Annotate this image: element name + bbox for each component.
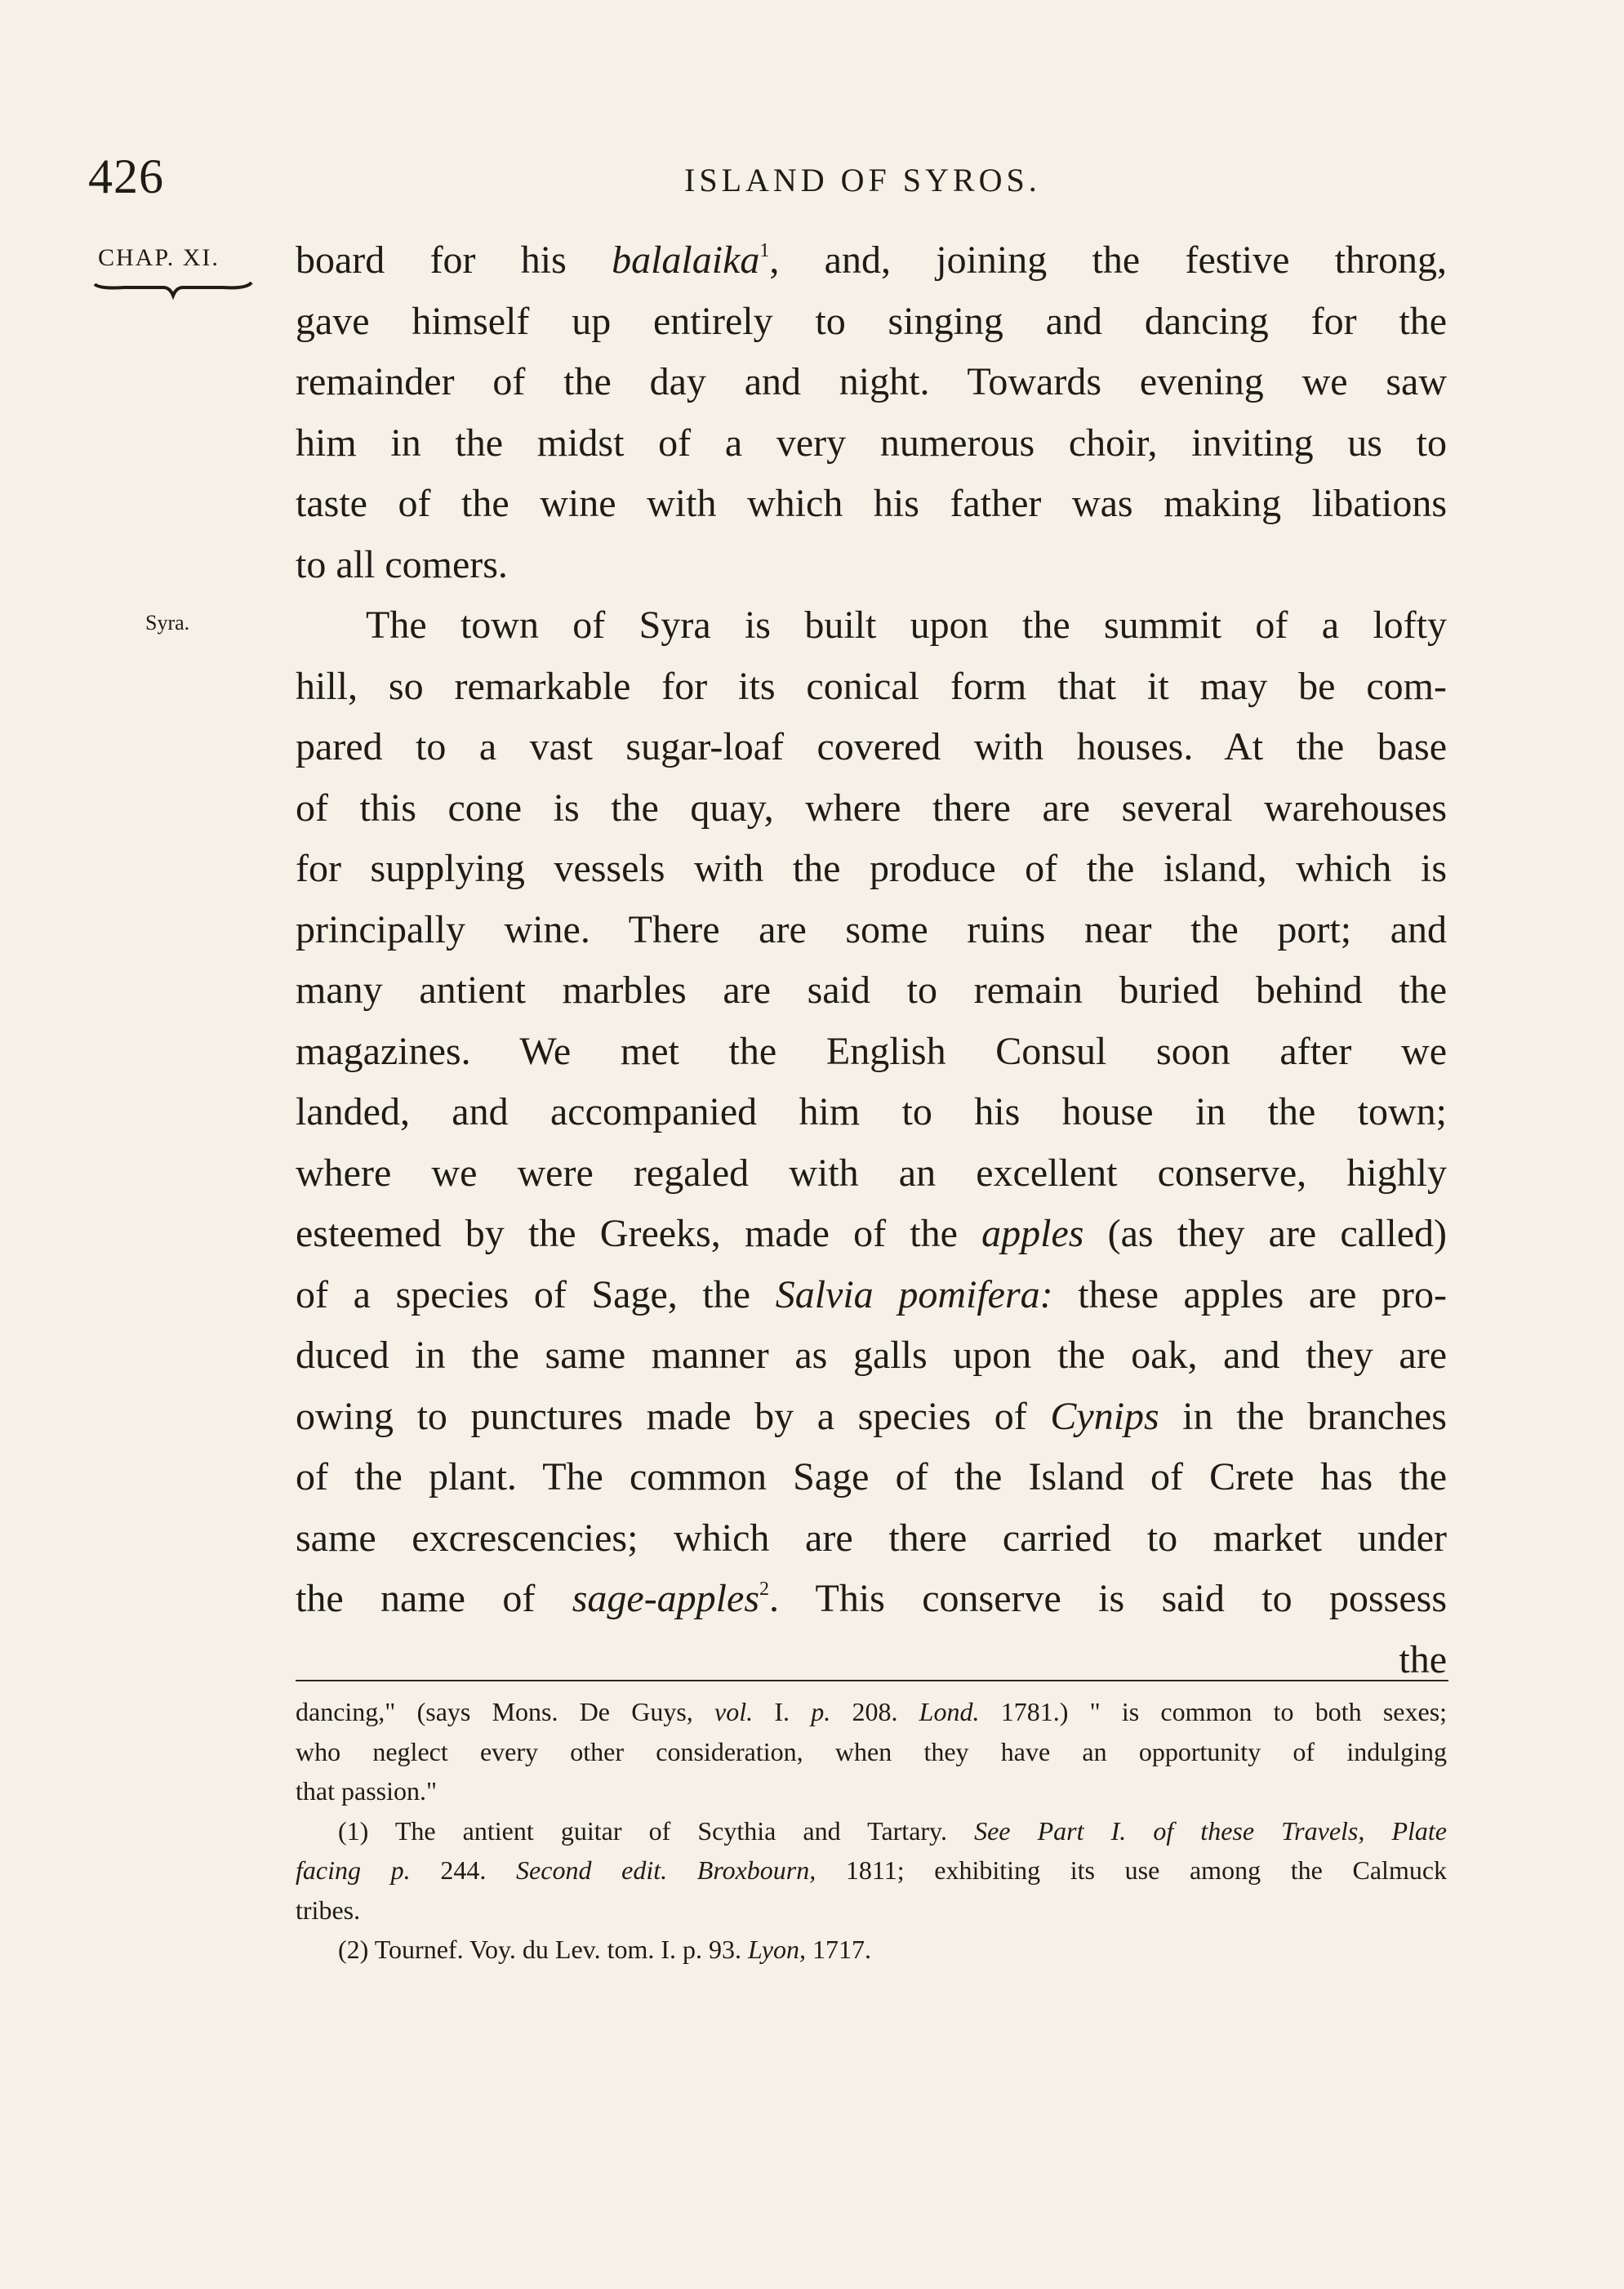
text-run: tribes. xyxy=(296,1895,361,1925)
text-run: pared to a vast sugar-loaf covered with houses. At the base xyxy=(296,725,1447,768)
footnote-marker: 1 xyxy=(759,240,770,261)
text-run: to all comers. xyxy=(296,542,508,586)
text-run: (1) The antient guitar of Scythia and Tartary. xyxy=(338,1815,975,1846)
text-line xyxy=(296,1387,1447,1448)
text-line xyxy=(296,1143,1447,1205)
footnote-line xyxy=(296,1811,1447,1851)
footnote-rule xyxy=(296,1680,1448,1681)
text-run: gave himself up entirely to singing and dancing for the xyxy=(296,299,1447,343)
italic-text: vol. xyxy=(714,1697,754,1726)
italic-text: sage-apples xyxy=(572,1577,759,1620)
text-run: of the plant. The common Sage of the Island of Crete has the xyxy=(296,1455,1447,1499)
footnote-line xyxy=(296,1692,1447,1732)
italic-text: Lyon, xyxy=(748,1935,807,1964)
text-run: I. xyxy=(753,1697,812,1726)
text-run: him in the midst of a very numerous choir, inviting us to xyxy=(296,421,1447,465)
text-run: 1781.) " is common to both sexes; xyxy=(979,1697,1448,1726)
italic-text: p. xyxy=(811,1697,831,1726)
chapter-brace-ornament xyxy=(91,278,255,302)
text-run: the name of xyxy=(296,1577,572,1620)
text-run: of a species of Sage, the xyxy=(296,1272,776,1316)
footnote-line xyxy=(296,1890,1447,1931)
text-run: that passion." xyxy=(296,1776,438,1806)
text-line xyxy=(296,839,1447,900)
text-line xyxy=(296,778,1447,839)
footnote-line xyxy=(296,1732,1447,1772)
text-run: remainder of the day and night. Towards evening we saw xyxy=(296,360,1447,403)
text-run: who neglect every other consideration, when they have an opportunity of indulging xyxy=(296,1736,1447,1766)
text-line xyxy=(296,413,1447,474)
text-line xyxy=(296,1082,1447,1143)
text-run: magazines. We met the English Consul soon after we xyxy=(296,1029,1447,1073)
text-run: duced in the same manner as galls upon the oak, and they are xyxy=(296,1334,1447,1377)
italic-text: apples xyxy=(981,1212,1084,1255)
text-run: hill, so remarkable for its conical form that it may be com- xyxy=(296,664,1447,708)
text-run: board for his xyxy=(296,238,612,282)
text-run: (as they are called) xyxy=(1083,1212,1448,1255)
text-line xyxy=(296,535,1447,596)
text-line xyxy=(296,1204,1447,1265)
text-run: esteemed by the Greeks, made of the xyxy=(296,1212,982,1255)
italic-text: Cynips xyxy=(1050,1394,1159,1438)
text-run: 244. xyxy=(410,1855,517,1885)
text-line xyxy=(296,352,1447,413)
chapter-label: CHAP. XI. xyxy=(98,244,220,271)
footnotes xyxy=(296,1692,1447,1970)
text-line xyxy=(296,474,1447,535)
text-line xyxy=(296,900,1447,961)
text-run: where we were regaled with an excellent conserve, highly xyxy=(296,1151,1447,1195)
main-text xyxy=(296,230,1447,1690)
text-line xyxy=(296,1265,1447,1326)
text-run: many antient marbles are said to remain buried behind the xyxy=(296,969,1447,1012)
text-run: dancing," (says Mons. De Guys, xyxy=(296,1697,715,1726)
text-run: in the branches xyxy=(1159,1394,1447,1438)
text-run: principally wine. There are some ruins near the port; and xyxy=(296,907,1447,951)
text-run: same excrescencies; which are there carried to market under xyxy=(296,1516,1447,1560)
text-line xyxy=(296,1569,1447,1630)
footnote-line xyxy=(296,1930,1447,1970)
text-run: for supplying vessels with the produce of the island, which is xyxy=(296,847,1447,890)
text-run: taste of the wine with which his father was making libations xyxy=(296,482,1447,525)
italic-text: See Part I. of these Travels, Plate xyxy=(974,1815,1448,1846)
text-run: The town of Syra is built upon the summit of a lofty xyxy=(366,603,1447,647)
text-run: 208. xyxy=(830,1697,919,1726)
text-run: owing to punctures made by a species of xyxy=(296,1394,1051,1438)
text-run: these apples are pro- xyxy=(1052,1272,1448,1316)
text-line xyxy=(296,595,1447,657)
italic-text: balalaika xyxy=(612,238,760,282)
text-line xyxy=(296,1022,1447,1083)
text-line xyxy=(296,292,1447,353)
text-line xyxy=(296,960,1447,1022)
text-line xyxy=(296,230,1447,292)
running-head: ISLAND OF SYROS. xyxy=(684,162,1041,198)
text-run: , and, joining the festive throng, xyxy=(769,238,1447,282)
italic-text: Salvia pomifera: xyxy=(775,1272,1053,1316)
page-number: 426 xyxy=(88,149,164,203)
text-run: the xyxy=(1399,1637,1447,1681)
text-run: 1717. xyxy=(806,1935,872,1964)
text-line xyxy=(296,1508,1447,1570)
text-run: (2) Tournef. Voy. du Lev. tom. I. p. 93. xyxy=(338,1935,748,1964)
footnote-line xyxy=(296,1771,1447,1811)
margin-note-syra: Syra. xyxy=(145,611,190,635)
text-line xyxy=(296,1447,1447,1508)
text-run: of this cone is the quay, where there are several warehouses xyxy=(296,786,1447,830)
italic-text: Second edit. Broxbourn, xyxy=(516,1855,816,1885)
text-run: landed, and accompanied him to his house in the town; xyxy=(296,1090,1447,1133)
text-run: . This conserve is said to possess xyxy=(769,1577,1447,1620)
text-line xyxy=(296,717,1447,778)
italic-text: Lond. xyxy=(919,1697,980,1726)
footnote-line xyxy=(296,1850,1447,1890)
footnote-marker: 2 xyxy=(759,1579,769,1600)
italic-text: facing p. xyxy=(296,1855,411,1885)
text-run: 1811; exhibiting its use among the Calmuck xyxy=(816,1855,1448,1885)
text-line xyxy=(296,657,1447,718)
text-line xyxy=(296,1325,1447,1387)
